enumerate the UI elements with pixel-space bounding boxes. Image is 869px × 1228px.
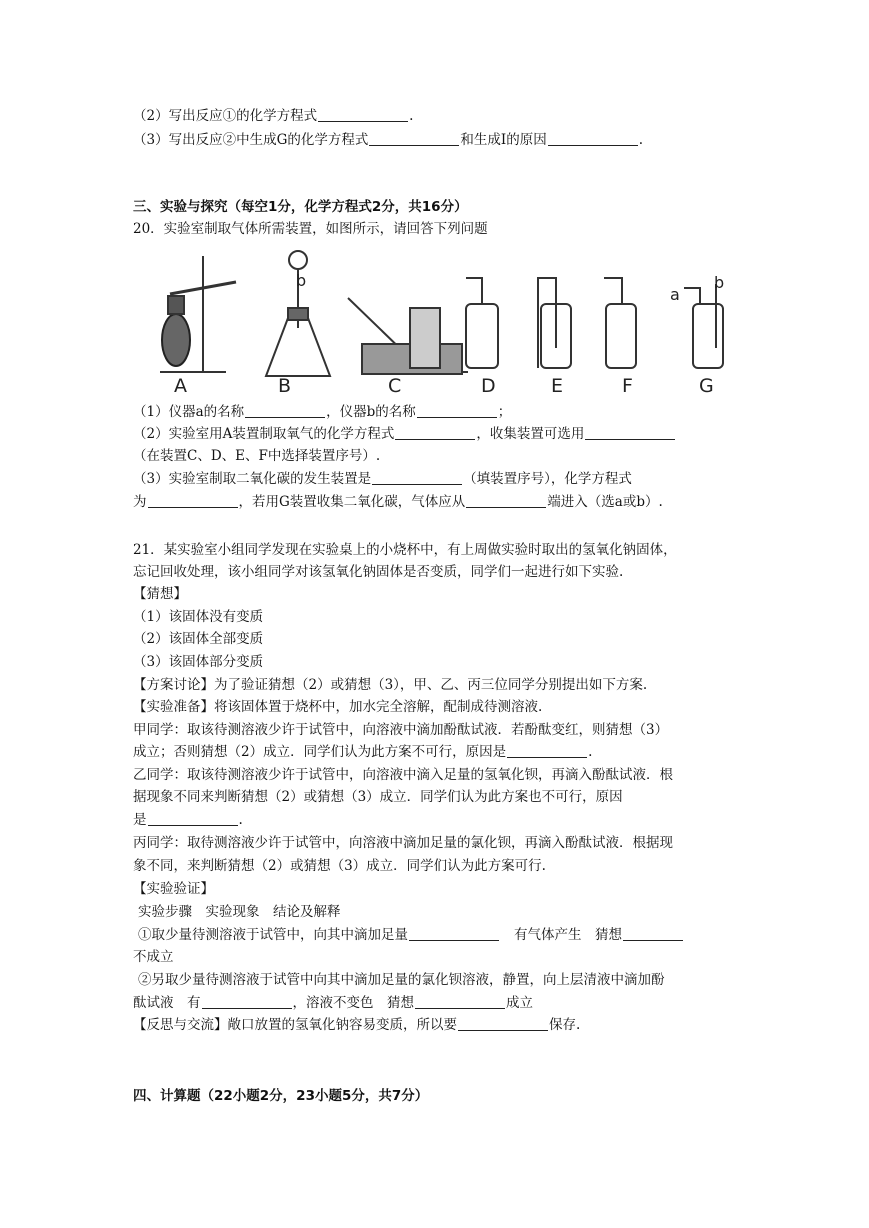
q21-intro-2: 忘记回收处理，该小组同学对该氢氧化钠固体是否变质，同学们一起进行如下实验. xyxy=(133,564,624,580)
section-4-heading: 四、计算题（22小题2分，23小题5分，共7分） xyxy=(133,1088,429,1104)
q20-3-cont xyxy=(133,492,663,512)
student-jia-1: 甲同学：取该待测溶液少许于试管中，向溶液中滴加酚酞试液．若酚酞变红，则猜想（3） xyxy=(133,722,669,738)
step-2-text-b: 酞试液 有 xyxy=(133,995,201,1011)
step-1-text-b: 有气体产生 猜想 xyxy=(514,927,622,943)
student-yi-1: 乙同学：取该待测溶液少许于试管中，向溶液中滴入足量的氢氧化钡，再滴入酚酞试液．根 xyxy=(133,767,673,783)
figure-label-c: C xyxy=(388,375,402,396)
apparatus-e-illustration xyxy=(538,278,571,368)
student-bing-1: 丙同学：取待测溶液少许于试管中，向溶液中滴加足量的氯化钡，再滴入酚酞试液．根据现 xyxy=(133,835,673,851)
answer-blank[interactable] xyxy=(466,493,546,508)
figure-label-e: E xyxy=(551,375,564,396)
step-1-cont: 不成立 xyxy=(133,949,174,965)
apparatus-a-illustration xyxy=(160,256,236,372)
answer-blank[interactable] xyxy=(417,403,497,418)
answer-blank[interactable] xyxy=(245,403,325,418)
student-bing-2: 象不同，来判断猜想（2）或猜想（3）成立．同学们认为此方案可行. xyxy=(133,858,546,874)
figure-label-f: F xyxy=(622,375,633,396)
figure-label-b-small-g: b xyxy=(714,273,725,292)
reflection-text: 【反思与交流】敞口放置的氢氧化钠容易变质，所以要 xyxy=(133,1017,457,1033)
guess-1: （1）该固体没有变质 xyxy=(133,609,264,625)
answer-blank[interactable] xyxy=(148,493,238,508)
figure-label-b: B xyxy=(278,375,292,396)
reflection xyxy=(133,1015,580,1035)
answer-blank[interactable] xyxy=(623,926,683,941)
verify-columns: 实验步骤 实验现象 结论及解释 xyxy=(138,904,341,920)
step-1-text: ①取少量待测溶液于试管中，向其中滴加足量 xyxy=(138,927,408,943)
q20-2-text: （2）实验室用A装置制取氧气的化学方程式 xyxy=(133,426,395,442)
punct: . xyxy=(238,812,243,828)
q20-1-text: （1）仪器a的名称 xyxy=(133,404,245,420)
guess-2: （2）该固体全部变质 xyxy=(133,631,264,647)
q21-intro-1: 21．某实验室小组同学发现在实验桌上的小烧杯中，有上周做实验时取出的氢氧化钠固体， xyxy=(133,542,677,558)
q20-3-text-b: （填装置序号），化学方程式 xyxy=(463,471,632,487)
punct: . xyxy=(588,744,593,760)
q20-2-text-b: ，收集装置可选用 xyxy=(476,426,585,442)
q20-3 xyxy=(133,469,632,489)
answer-blank[interactable] xyxy=(395,425,475,440)
q20-2 xyxy=(133,424,676,444)
section-3-heading: 三、实验与探究（每空1分，化学方程式2分，共16分） xyxy=(133,199,468,215)
step-2-text-d: 成立 xyxy=(506,995,533,1011)
question-19-3 xyxy=(133,130,643,150)
figure-label-d: D xyxy=(481,375,496,396)
step-2-cont xyxy=(133,993,533,1013)
step-2: ②另取少量待测溶液于试管中向其中滴加足量的氯化钡溶液，静置，向上层清液中滴加酚 xyxy=(138,972,665,988)
answer-blank[interactable] xyxy=(585,425,675,440)
q20-3-text-e: 端进入（选a或b）. xyxy=(547,494,663,510)
reflection-text-b: 保存. xyxy=(549,1017,581,1033)
answer-blank[interactable] xyxy=(458,1016,548,1031)
student-yi-2: 据现象不同来判断猜想（2）或猜想（3）成立．同学们认为此方案也不可行，原因 xyxy=(133,789,623,805)
apparatus-c-illustration xyxy=(348,298,468,374)
apparatus-b-illustration xyxy=(266,251,330,376)
q20-2-note: （在装置C、D、E、F中选择装置序号）. xyxy=(133,448,381,464)
q20-3-text-d: ，若用G装置收集二氧化碳，气体应从 xyxy=(238,494,466,510)
figure-label-g: G xyxy=(699,375,714,396)
figure-label-a: A xyxy=(174,375,187,396)
punct: ； xyxy=(497,404,512,420)
punct: . xyxy=(409,108,414,124)
step-1 xyxy=(138,925,684,945)
plan-discussion: 【方案讨论】为了验证猜想（2）或猜想（3），甲、乙、丙三位同学分别提出如下方案. xyxy=(133,677,648,693)
figure-label-a-small: a xyxy=(670,285,680,304)
guess-heading: 【猜想】 xyxy=(133,586,187,602)
apparatus-d-illustration xyxy=(466,278,498,368)
apparatus-figure xyxy=(148,248,738,396)
answer-blank[interactable] xyxy=(148,811,238,826)
punct: . xyxy=(638,132,644,148)
step-2-text-c: ，溶液不变色 猜想 xyxy=(292,995,414,1011)
q19-2-text: （2）写出反应①的化学方程式 xyxy=(133,108,318,124)
q19-3-text-b: 和生成I的原因 xyxy=(460,132,547,148)
guess-3: （3）该固体部分变质 xyxy=(133,654,264,670)
student-jia-2 xyxy=(133,742,592,762)
verify-heading: 【实验验证】 xyxy=(133,881,214,897)
answer-blank[interactable] xyxy=(415,994,505,1009)
answer-blank[interactable] xyxy=(318,107,408,122)
q20-intro: 20．实验室制取气体所需装置，如图所示，请回答下列问题 xyxy=(133,221,488,237)
answer-blank[interactable] xyxy=(202,994,292,1009)
answer-blank[interactable] xyxy=(409,926,499,941)
answer-blank[interactable] xyxy=(548,131,638,146)
answer-blank[interactable] xyxy=(372,470,462,485)
q19-3-text: （3）写出反应②中生成G的化学方程式 xyxy=(133,132,369,148)
student-yi-3 xyxy=(133,810,243,830)
q20-3-text: （3）实验室制取二氧化碳的发生装置是 xyxy=(133,471,372,487)
experiment-prep: 【实验准备】将该固体置于烧杯中，加水完全溶解，配制成待测溶液. xyxy=(133,699,543,715)
question-19-2 xyxy=(133,106,413,126)
apparatus-f-illustration xyxy=(604,278,636,368)
student-yi-3-text: 是 xyxy=(133,812,147,828)
q20-1-text-b: ，仪器b的名称 xyxy=(326,404,416,420)
answer-blank[interactable] xyxy=(507,743,587,758)
q20-3-text-c: 为 xyxy=(133,494,147,510)
student-jia-2-text: 成立；否则猜想（2）成立．同学们认为此方案不可行，原因是 xyxy=(133,744,507,760)
q20-1 xyxy=(133,402,511,422)
figure-label-b-small: b xyxy=(296,271,307,290)
answer-blank[interactable] xyxy=(369,131,459,146)
apparatus-g-illustration xyxy=(684,284,723,368)
